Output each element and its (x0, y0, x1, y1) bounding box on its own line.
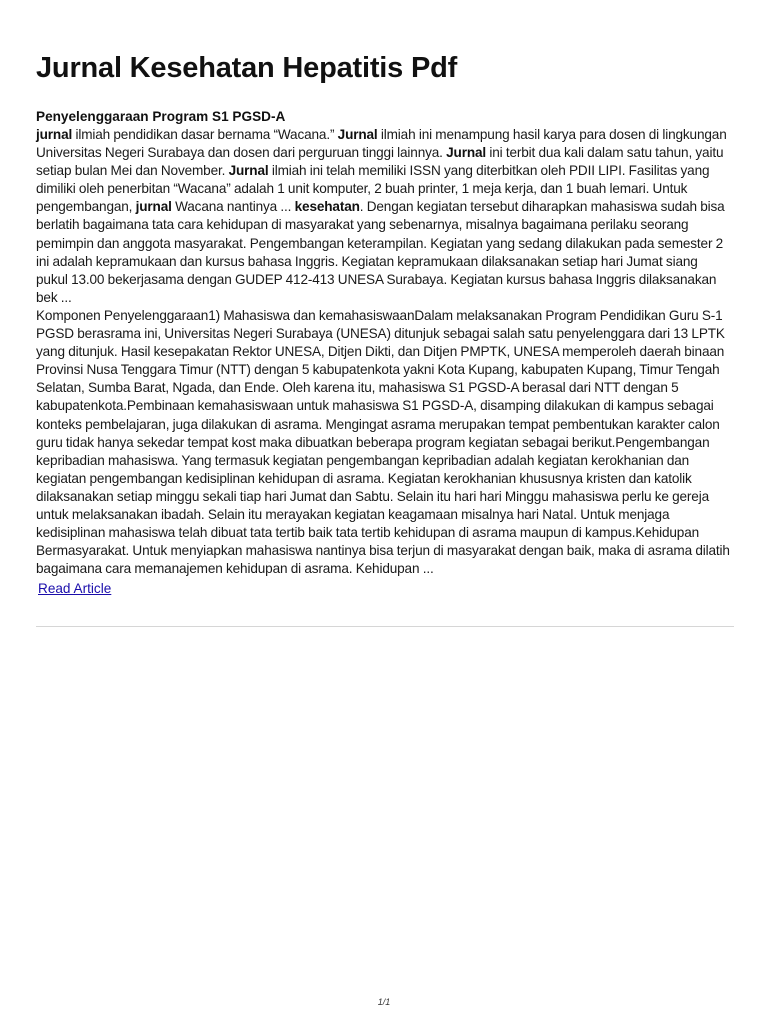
body-text: ilmiah pendidikan dasar bernama “Wacana.” (72, 127, 338, 142)
keyword-highlight: Jurnal (446, 145, 487, 161)
keyword-highlight: Jurnal (228, 163, 269, 179)
body-text: Wacana nantinya ... (171, 199, 295, 215)
body-text-components: Komponen Penyelenggaraan1) Mahasiswa dan kemahasiswaanDalam melaksanakan Program Pendidikan Guru S-1 PGSD berasrama ini, Universitas Negeri Surabaya (UNESA) ditunjuk sebagai salah satu penyelenggara dari 13 LPTK yang ditunjuk. Hasil kesepakatan Rektor UNESA, Ditjen Dikti, dan Ditjen PMPTK, UNESA memperoleh daerah binaan Provinsi Nusa Tenggara Timur (NTT) dengan 5 kabupatenkota yakni Kota Kupang, kabupaten Kupang, Timur Tengah Selatan, Sumba Barat, Ngada, dan Ende. Oleh karena itu, mahasiswa S1 PGSD-A berasal dari NTT dengan 5 kabupatenkota.Pembinaan kemahasiswaan untuk mahasiswa S1 PGSD-A, disamping dilakukan di kampus sebagai konteks pembelajaran, juga dilakukan di asrama. Mengingat asrama merupakan tempat pembentukan karakter calon guru tidak hanya sekedar tempat kost maka dibuatkan beberapa program kegiatan sebagai berikut.Pengembangan kepribadian mahasiswa. Yang termasuk kegiatan pengembangan kepribadian adalah kegiatan kerokhanian dan kegiatan pengembangan kedisiplinan kehidupan di asrama. Kegiatan kerokhanian khususnya kristen dan katolik dilaksanakan setiap minggu sekali tiap hari Jumat dan Sabtu. Selain itu hari hari Minggu mahasiswa perlu ke gereja untuk melaksanakan ibadah. Selain itu merayakan kegiatan keagamaan misalnya hari Natal. Untuk menjaga kedisiplinan mahasiswa telah dibuat tata tertib baik tata tertib kehidupan di asrama maupun di kampus.Kehidupan Bermasyarakat. Untuk menyiapkan mahasiswa nantinya bisa terjun di masyarakat dengan baik, maka di asrama dilatih bagaimana cara memanajemen kehidupan di asrama. Kehidupan ... (36, 307, 730, 577)
keyword-highlight: jurnal (135, 199, 172, 215)
keyword-highlight: jurnal (36, 127, 73, 142)
body-text: ilmiah ini telah memiliki ISSN yang diterbitkan oleh PDII LIPI. Fasilitas yang dimiliki oleh penerbitan “Wacana” adalah 1 unit komputer, 2 buah printer, 1 meja kerja, dan 1 buah lemari. Untuk pengembangan, (36, 163, 710, 215)
keyword-highlight: kesehatan (294, 199, 360, 215)
article-body (36, 126, 730, 578)
keyword-highlight: Jurnal (337, 127, 378, 142)
article-title: Penyelenggaraan Program S1 PGSD-A (36, 109, 286, 124)
page-number: 1/1 (377, 997, 391, 1007)
page-title: Jurnal Kesehatan Hepatitis Pdf (36, 52, 458, 84)
divider (36, 626, 734, 627)
body-text: ini terbit dua kali dalam satu tahun, yaitu setiap bulan Mei dan November. (36, 145, 724, 179)
body-text: . Dengan kegiatan tersebut diharapkan mahasiswa sudah bisa berlatih bagaimana tata cara kehidupan di masyarakat yang sebenarnya, misalnya bagaimana perilaku seorang pemimpin dan anggota masyarakat. Pengembangan keterampilan. Kegiatan yang sedang dilakukan pada semester 2 ini adalah kepramukaan dan kursus bahasa Inggris. Kegiatan kepramukaan dilaksanakan setiap hari Jumat siang pukul 13.00 bekerjasama dengan GUDEP 412-413 UNESA Surabaya. Kegiatan kursus bahasa Inggris dilaksanakan bek ... (36, 199, 725, 305)
body-text: ilmiah ini menampung hasil karya para dosen di lingkungan Universitas Negeri Surabaya dan dosen dari perguruan tinggi lainnya. (36, 127, 727, 161)
article (36, 108, 730, 598)
read-article-link[interactable]: Read Article (38, 581, 112, 597)
